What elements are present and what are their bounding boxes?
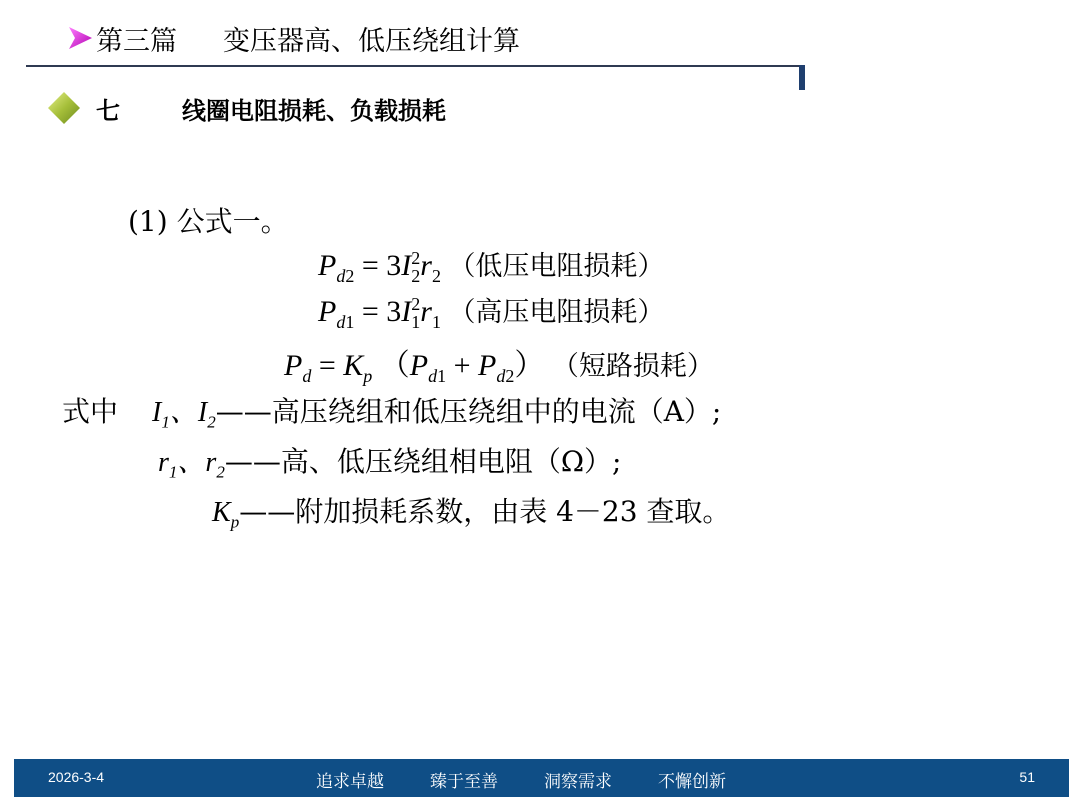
equation-note: （短路损耗）	[551, 351, 714, 382]
footer-date: 2026-3-4	[48, 769, 105, 785]
diamond-bullet-icon	[46, 90, 82, 126]
header-divider-cap	[799, 65, 805, 90]
equation-short-circuit-loss: $P_d = K_p$ $(P_{d1} + P_{d2})$ （短路损耗）	[284, 349, 714, 386]
section-heading	[46, 90, 446, 126]
section-number: 七	[96, 96, 120, 125]
motto-item: 追求卓越	[316, 772, 384, 792]
where-label: 式中	[62, 395, 119, 428]
header-divider	[26, 65, 803, 67]
formula-label: (1) 公式一。	[128, 205, 289, 238]
where-text: ——附加损耗系数，由表 4－23 查取。	[239, 495, 731, 528]
motto-item: 臻于至善	[430, 772, 498, 792]
motto-item: 不懈创新	[658, 772, 726, 792]
slide-footer	[14, 759, 1069, 797]
arrow-bullet-icon	[66, 24, 94, 52]
equation-note: （低压电阻损耗）	[448, 251, 665, 282]
where-line-resistance: $r_1$、$r_2——$高、低压绕组相电阻（Ω）;	[158, 445, 622, 482]
footer-mottos	[316, 767, 772, 792]
chapter-title: 变压器高、低压绕组计算	[223, 25, 520, 57]
where-text: ——高压绕组和低压绕组中的电流（A）;	[215, 395, 722, 428]
chapter-label: 第三篇	[96, 25, 177, 57]
where-line-currents: 式中 $I_1$、$I_2——$高压绕组和低压绕组中的电流（A）;	[62, 395, 722, 432]
equation-low-voltage-loss: $P_{d2} = 3I^2_2r_2$ （低压电阻损耗）	[318, 248, 665, 286]
where-text: ——高、低压绕组相电阻（Ω）;	[224, 445, 622, 478]
page-number: 51	[1019, 769, 1035, 785]
slide-header	[66, 18, 520, 58]
motto-item: 洞察需求	[544, 772, 612, 792]
equation-high-voltage-loss: $P_{d1} = 3I^2_1r_1$ （高压电阻损耗）	[318, 294, 665, 332]
equation-note: （高压电阻损耗）	[448, 297, 665, 328]
where-line-coefficient: $K_p——$附加损耗系数，由表 4－23 查取。	[212, 495, 731, 532]
section-title: 线圈电阻损耗、负载损耗	[182, 96, 446, 125]
